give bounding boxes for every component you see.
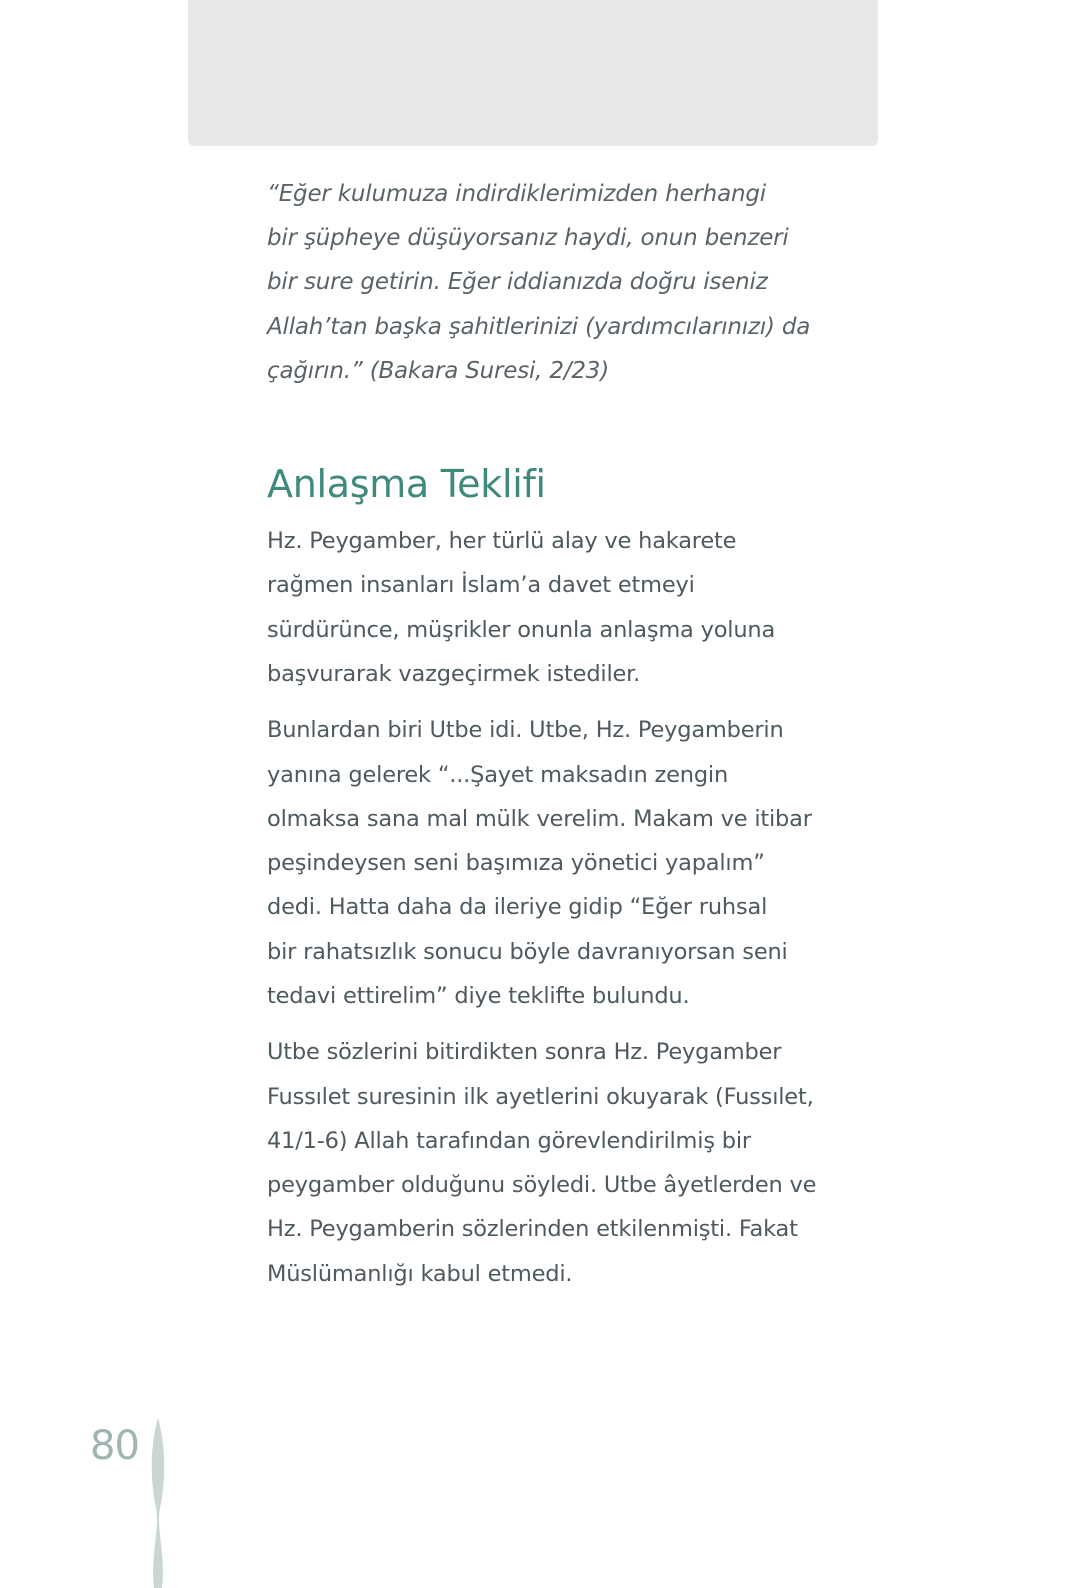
paragraph-line: Utbe sözlerini bitirdikten sonra Hz. Peygamber xyxy=(267,1039,782,1066)
paragraph-line: olmaksa sana mal mülk verelim. Makam ve itibar xyxy=(267,805,812,832)
paragraph-line: sürdürünce, müşrikler onunla anlaşma yoluna xyxy=(267,616,776,643)
paragraph-line: bir rahatsızlık sonucu böyle davranıyorsan seni xyxy=(267,938,788,965)
paragraph-line: Hz. Peygamberin sözlerinden etkilenmişti. Fakat xyxy=(267,1216,798,1243)
quote-line: “Eğer kulumuza indirdiklerimizden herhangi xyxy=(267,181,766,207)
page-content xyxy=(267,172,827,1296)
quote-line: bir şüpheye düşüyorsanız haydi, onun benzeri xyxy=(267,225,789,252)
paragraph-line: peygamber olduğunu söyledi. Utbe âyetlerden ve xyxy=(267,1172,817,1199)
section-heading: Anlaşma Teklifi xyxy=(267,462,546,507)
paragraph-2 xyxy=(267,708,827,1018)
paragraph-1 xyxy=(267,519,827,696)
paragraph-3 xyxy=(267,1030,827,1296)
quote-line: bir sure getirin. Eğer iddianızda doğru iseniz xyxy=(267,269,768,296)
paragraph-line: Müslümanlığı kabul etmedi. xyxy=(267,1260,573,1287)
paragraph-line: rağmen insanları İslam’a davet etmeyi xyxy=(267,572,695,599)
paragraph-line: Hz. Peygamber, her türlü alay ve hakarete xyxy=(267,528,737,555)
paragraph-line: Fussılet suresinin ilk ayetlerini okuyarak (Fussılet, xyxy=(267,1083,814,1110)
image-placeholder xyxy=(188,0,878,146)
paragraph-line: başvurarak vazgeçirmek istediler. xyxy=(267,660,641,687)
quote-line: çağırın.” (Bakara Suresi, 2/23) xyxy=(267,357,610,384)
page-number: 80 xyxy=(90,1423,139,1469)
quote-line: Allah’tan başka şahitlerinizi (yardımcılarınızı) da xyxy=(267,313,811,340)
paragraph-line: tedavi ettirelim” diye teklifte bulundu. xyxy=(267,982,690,1009)
paragraph-line: yanına gelerek “...Şayet maksadın zengin xyxy=(267,761,729,788)
paragraph-line: Bunlardan biri Utbe idi. Utbe, Hz. Peygamberin xyxy=(267,717,784,744)
quote-block xyxy=(267,172,827,393)
paragraph-line: 41/1-6) Allah tarafından görevlendirilmiş bir xyxy=(267,1127,751,1154)
paragraph-line: dedi. Hatta daha da ileriye gidip “Eğer ruhsal xyxy=(267,894,768,921)
paragraph-line: peşindeysen seni başımıza yönetici yapalım” xyxy=(267,850,765,877)
page-ornament xyxy=(146,1418,170,1588)
